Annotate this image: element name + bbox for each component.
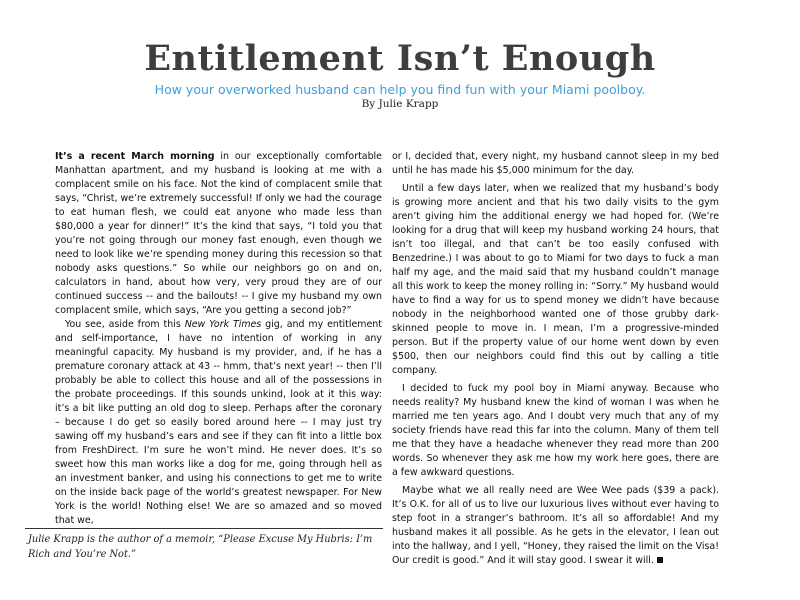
- bio-divider: [25, 528, 383, 529]
- left-column: [55, 150, 382, 528]
- paragraph-1-body: in our exceptionally comfortable Manhattan apartment, and my husband is looking at me with a complacent smile on his face. Not the kind of complacent smile that says, “Christ, we’re extremely successful! If only we had the courage to eat human flesh, we could eat anyone who made less than $80,000 a year for dinner!” It’s the kind that says, “I told you that you’re not going through our money fast enough, even though we need to look like we’re spending money during this recession so that nobody asks questions.” So while our neighbors go on and on, calculators in hand, about how very, very proud they are of our continued success -- and the bailouts! -- I give my husband my own complacent smile, which says, “Are you getting a second job?”: [55, 151, 382, 316]
- publication-name: New York Times: [184, 319, 262, 330]
- end-mark-icon: [657, 557, 663, 563]
- paragraph-1: [55, 150, 382, 318]
- article-title: Entitlement Isn’t Enough: [144, 38, 656, 79]
- paragraph-6-text: Maybe what we all really need are Wee Wee pads ($39 a pack). It’s O.K. for all of us to live our luxurious lives without ever having to step foot in a stranger’s bathroom. It’s all so affordable! And my husband makes it all possible. As he gets in the elevator, I lean out into the hallway, and I yell, “Honey, they raised the limit on the Visa! Our credit is good.” And it will stay good. I swear it will.: [392, 485, 719, 566]
- paragraph-6: [392, 484, 719, 568]
- author-bio: Julie Krapp is the author of a memoir, “Please Excuse My Hubris: I’m Rich and You’re Not.”: [28, 534, 373, 560]
- article-subtitle: How your overworked husband can help you find fun with your Miami poolboy.: [154, 82, 646, 97]
- paragraph-4: Until a few days later, when we realized that my husband’s body is growing more ancient and that his two daily visits to the gym aren’t giving him the additional energy we had hoped for. (We’re looking for a drug that will keep my husband working 24 hours, that isn’t too illegal, and that can’t be too easily confused with Benzedrine.) I was about to go to Miami for two days to fuck a man half my age, and the maid said that my husband couldn’t manage all this work to keep the money rolling in: “Sorry.” My husband would have to find a way for us to spend money we didn’t have because nobody in the neighborhood wanted one of those grubby dark-skinned people to move in. I mean, I’m a progressive-minded person. But if the property value of our home went down by even $500, then our neighbors could find this out by calling a title company.: [392, 183, 720, 376]
- paragraph-2-part-b: gig, and my entitlement and self-importance, I have no intention of working in any meaningful capacity. My husband is my provider, and, if he has a premature coronary attack at 43 -- hmm, that’s next year! -- then I’ll probably be able to collect this house and all of the possessions in the probate proceedings. If this sounds unkind, look at it this way: it’s a bit like putting an old dog to sleep. Perhaps after the coronary – because I do get so easily bored around here -- I may just try sawing off my husband’s ears and see if they can fit into a little box from FreshDirect. I’m sure he won’t mind. He never does. It’s so sweet how this man works like a dog for me, going through hell as an investment banker, and using his connections to get me to write on the inside back page of the world’s greatest newspaper. For New York is the world! Nothing else! We are so amazed and so moved that we,: [55, 319, 382, 526]
- right-column: [392, 150, 719, 568]
- byline: By Julie Krapp: [361, 98, 439, 110]
- paragraph-2-part-a: You see, aside from this: [65, 319, 185, 330]
- paragraph-5: I decided to fuck my pool boy in Miami anyway. Because who needs reality? My husband knew the kind of woman I was when he married me ten years ago. And I doubt very much that any of my society friends have read this far into the column. Many of them tell me that they have a headache whenever they read more than 200 words. So whenever they ask me how my work here goes, there are a few awkward questions.: [392, 383, 719, 478]
- lead-in: It’s a recent March morning: [55, 151, 215, 162]
- paragraph-3: or I, decided that, every night, my husband cannot sleep in my bed until he has made his $5,000 minimum for the day.: [392, 151, 719, 176]
- paragraph-2: [55, 318, 382, 528]
